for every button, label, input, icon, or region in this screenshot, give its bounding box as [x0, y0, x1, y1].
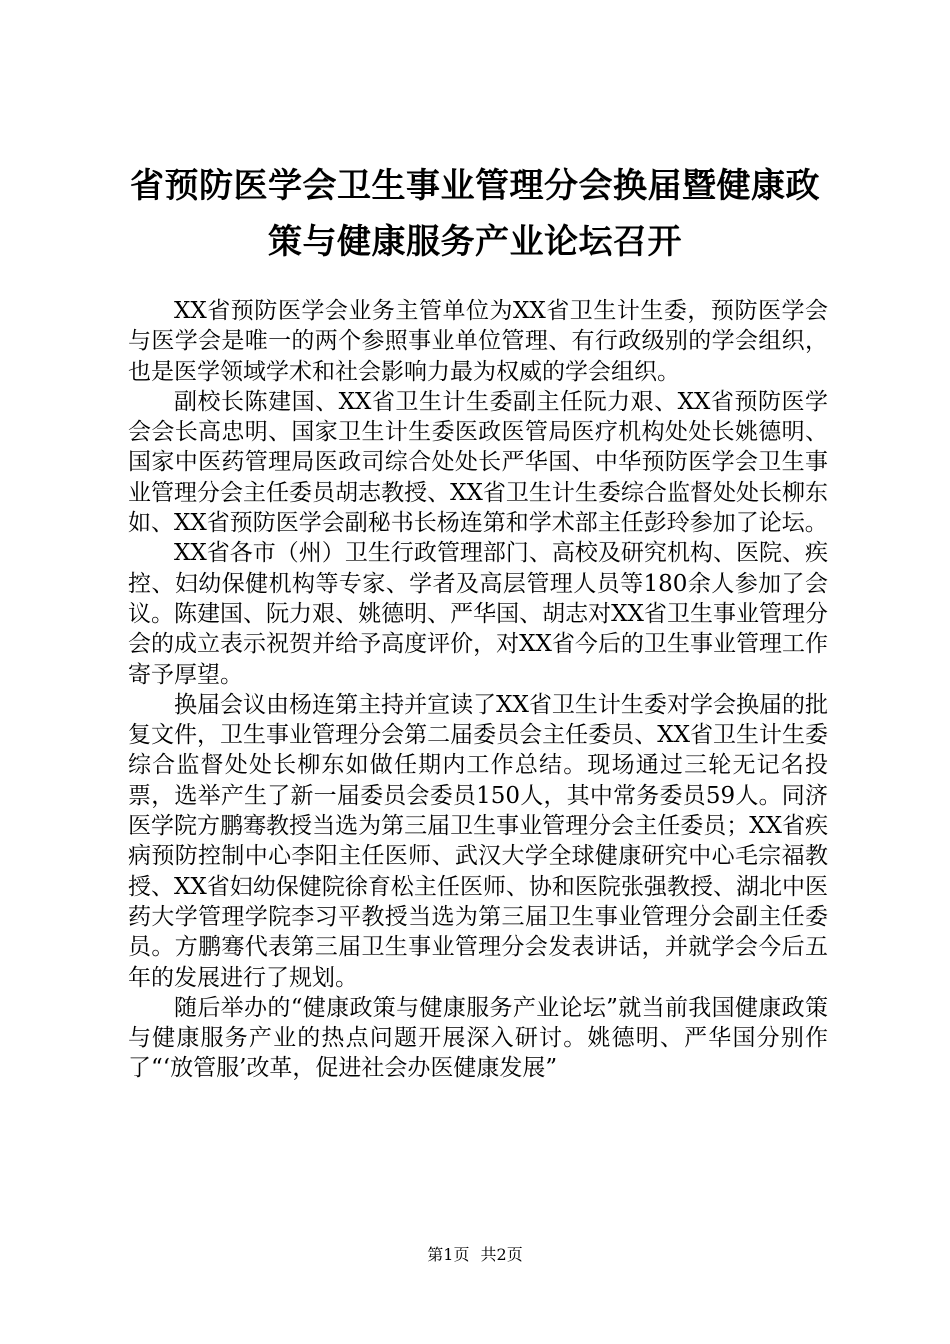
title-line-2: 策与健康服务产业论坛召开 — [268, 222, 682, 262]
page-footer — [0, 1244, 950, 1266]
paragraph-1: XX省预防医学会业务主管单位为XX省卫生计生委，预防医学会与医学会是唯一的两个参照事业单位管理、有行政级别的学会组织，也是医学领域学术和社会影响力最为权威的学会组织。 — [128, 298, 828, 385]
document-body — [128, 296, 828, 1084]
paragraph-3: XX省各市（州）卫生行政管理部门、高校及研究机构、医院、疾控、妇幼保健机构等专家、学者及高层管理人员等180余人参加了会议。陈建国、阮力艰、姚德明、严华国、胡志对XX省卫生事业管理分会的成立表示祝贺并给予高度评价，对XX省今后的卫生事业管理工作寄予厚望。 — [128, 540, 828, 688]
title-line-1: 省预防医学会卫生事业管理分会换届暨健康政 — [130, 166, 820, 206]
document-title — [100, 158, 850, 270]
page-number: 第1页 — [427, 1245, 470, 1264]
paragraph-4: 换届会议由杨连第主持并宣读了XX省卫生计生委对学会换届的批复文件，卫生事业管理分会第二届委员会主任委员、XX省卫生计生委综合监督处处长柳东如做任期内工作总结。现场通过三轮无记名投票，选举产生了新一届委员会委员150人，其中常务委员59人。同济医学院方鹏骞教授当选为第三届卫生事业管理分会主任委员；XX省疾病预防控制中心李阳主任医师、武汉大学全球健康研究中心毛宗福教授、XX省妇幼保健院徐育松主任医师、协和医院张强教授、湖北中医药大学管理学院李习平教授当选为第三届卫生事业管理分会副主任委员。方鹏骞代表第三届卫生事业管理分会发表讲话，并就学会今后五年的发展进行了规划。 — [128, 691, 828, 991]
paragraph-5: 随后举办的“健康政策与健康服务产业论坛”就当前我国健康政策与健康服务产业的热点问题开展深入研讨。姚德明、严华国分别作了“‘放管服’改革，促进社会办医健康发展” — [128, 994, 828, 1082]
page-total: 共2页 — [480, 1245, 523, 1264]
paragraph-2: 副校长陈建国、XX省卫生计生委副主任阮力艰、XX省预防医学会会长高忠明、国家卫生计生委医政医管局医疗机构处处长姚德明、国家中医药管理局医政司综合处处长严华国、中华预防医学会卫生事业管理分会主任委员胡志教授、XX省卫生计生委综合监督处处长柳东如、XX省预防医学会副秘书长杨连第和学术部主任彭玲参加了论坛。 — [128, 388, 828, 537]
